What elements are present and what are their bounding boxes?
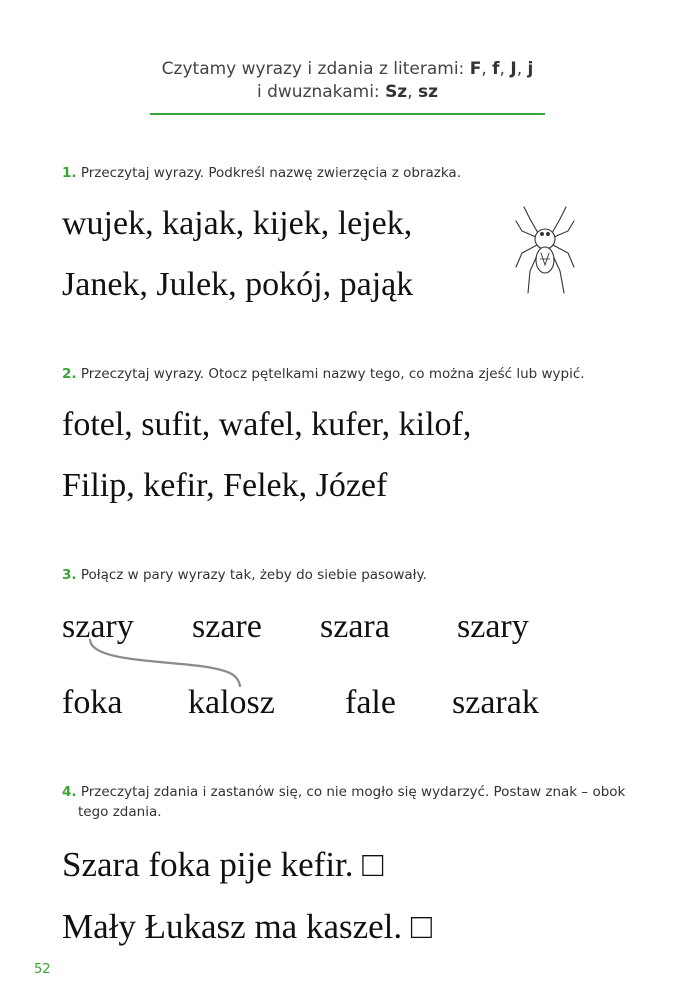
pair-word-top: szary — [457, 608, 529, 645]
instruction-text: Połącz w pary wyrazy tak, żeby do siebie pasowały. — [80, 567, 427, 583]
pair-word-bottom: kalosz — [188, 684, 275, 721]
task-2-words-line-2: Filip, kefir, Felek, Józef — [62, 467, 388, 504]
instruction-text: Przeczytaj wyrazy. Podkreśl nazwę zwierzęcia z obrazka. — [80, 165, 461, 181]
instruction-text-continued: tego zdania. — [78, 804, 162, 820]
answer-checkbox[interactable]: □ — [362, 845, 384, 884]
header-letter: F — [469, 59, 482, 79]
pair-word-bottom: fale — [345, 684, 396, 721]
answer-checkbox[interactable]: □ — [410, 907, 433, 946]
header-letter: j — [527, 59, 534, 79]
pair-word-bottom: foka — [62, 684, 123, 721]
task-4-instruction — [62, 782, 625, 822]
sentence-text: Mały Łukasz ma kaszel. — [62, 907, 403, 946]
sentence-text: Szara foka pije kefir. — [62, 845, 354, 884]
task-1-words-line-2: Janek, Julek, pokój, pająk — [62, 266, 414, 303]
task-number: 1. — [62, 165, 77, 181]
header-line-1: Czytamy wyrazy i zdania z literami: F, f, J, j — [161, 59, 534, 79]
header-line-2-text: i dwuznakami: — [256, 82, 386, 102]
header-letter: J — [510, 59, 517, 79]
header-line-1-text: Czytamy wyrazy i zdania z literami: — [161, 59, 470, 79]
sentence-1 — [62, 845, 383, 885]
task-number: 3. — [62, 567, 77, 583]
header-letter: sz — [418, 82, 439, 102]
header-line-2: i dwuznakami: Sz, sz — [256, 82, 439, 102]
pair-word-bottom: szarak — [452, 684, 539, 721]
header-letter: Sz — [385, 82, 408, 102]
task-number: 2. — [62, 366, 77, 382]
task-2-words-line-1: fotel, sufit, wafel, kufer, kilof, — [62, 406, 472, 443]
pair-word-top: szare — [192, 608, 262, 645]
pair-word-top: szary — [62, 608, 134, 645]
pair-word-top: szara — [320, 608, 390, 645]
instruction-text: Przeczytaj wyrazy. Otocz pętelkami nazwy tego, co można zjeść lub wypić. — [80, 366, 585, 382]
task-number: 4. — [62, 784, 77, 800]
instruction-text: Przeczytaj zdania i zastanów się, co nie mogło się wydarzyć. Postaw znak – obok — [80, 784, 626, 800]
sentence-2 — [62, 907, 432, 947]
page-number: 52 — [34, 962, 51, 977]
task-1-words-line-1: wujek, kajak, kijek, lejek, — [62, 205, 413, 242]
header-letter: f — [492, 59, 500, 79]
